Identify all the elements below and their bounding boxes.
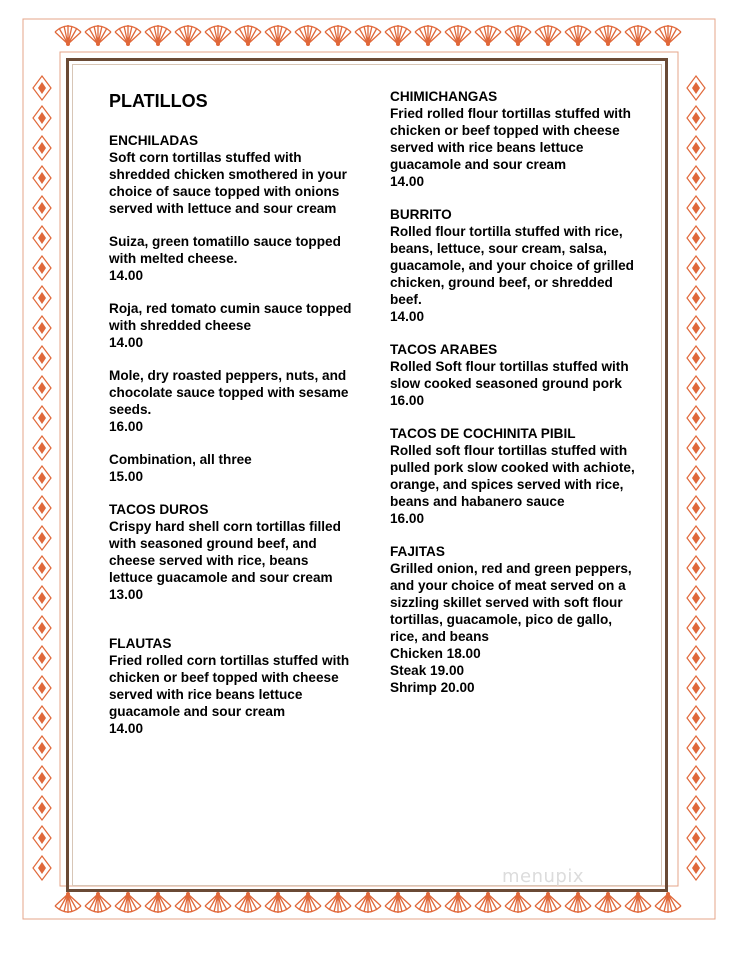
item-name: TACOS ARABES [390, 342, 498, 357]
menu-item-fajitas [390, 543, 640, 696]
item-description: Rolled soft flour tortillas stuffed with pulled pork slow cooked with achiote, orange, and spices served with rice, beans and habanero sauce [390, 443, 635, 509]
menu-item-cochinita-pibil [390, 425, 640, 527]
variant-text: Roja, red tomato cumin sauce topped with shredded cheese [109, 301, 352, 333]
item-price: 16.00 [390, 393, 425, 408]
menu-item-tacos-arabes [390, 341, 640, 409]
variant-text: Combination, all three [109, 452, 252, 467]
left-column [109, 90, 354, 753]
item-name: BURRITO [390, 207, 452, 222]
fajita-option-price: Chicken 18.00 [390, 646, 481, 661]
variant-text: Suiza, green tomatillo sauce topped with melted cheese. [109, 234, 341, 266]
enchilada-variant [109, 233, 354, 284]
item-name: FAJITAS [390, 544, 445, 559]
watermark: menupix [502, 866, 585, 887]
item-price: 14.00 [390, 174, 425, 189]
fajita-option-price: Shrimp 20.00 [390, 680, 475, 695]
item-description: Soft corn tortillas stuffed with shredded chicken smothered in your choice of sauce topped with onions served with lettuce and sour cream [109, 150, 347, 216]
item-name: CHIMICHANGAS [390, 89, 498, 104]
item-description: Fried rolled corn tortillas stuffed with chicken or beef topped with cheese served with rice beans lettuce guacamole and sour cream [109, 653, 350, 719]
variant-price: 14.00 [109, 268, 144, 283]
item-price: 16.00 [390, 511, 425, 526]
menu-item-burrito [390, 206, 640, 325]
item-name: TACOS DUROS [109, 502, 209, 517]
menu-item-chimichangas [390, 88, 640, 190]
menu-item-enchiladas [109, 132, 354, 217]
fajita-option-price: Steak 19.00 [390, 663, 465, 678]
right-column [390, 88, 640, 712]
variant-text: Mole, dry roasted peppers, nuts, and chocolate sauce topped with sesame seeds. [109, 368, 349, 417]
variant-price: 15.00 [109, 469, 144, 484]
enchilada-variant [109, 367, 354, 435]
item-description: Rolled Soft flour tortillas stuffed with slow cooked seasoned ground pork [390, 359, 629, 391]
item-name: TACOS DE COCHINITA PIBIL [390, 426, 576, 441]
variant-price: 14.00 [109, 335, 144, 350]
enchilada-variant [109, 451, 354, 485]
enchilada-variant [109, 300, 354, 351]
item-price: 14.00 [109, 721, 144, 736]
menu-item-flautas [109, 635, 354, 737]
item-price: 13.00 [109, 587, 144, 602]
item-description: Crispy hard shell corn tortillas filled with seasoned ground beef, and cheese served with rice, beans lettuce guacamole and sour cream [109, 519, 341, 585]
menu-item-tacos-duros [109, 501, 354, 603]
item-name: FLAUTAS [109, 636, 172, 651]
item-price: 14.00 [390, 309, 425, 324]
item-name: ENCHILADAS [109, 133, 199, 148]
variant-price: 16.00 [109, 419, 144, 434]
item-description: Rolled flour tortilla stuffed with rice, beans, lettuce, sour cream, salsa, guacamole, and your choice of grilled chicken, ground beef, or shredded beef. [390, 224, 634, 307]
item-description: Fried rolled flour tortillas stuffed with chicken or beef topped with cheese served with rice beans lettuce guacamole and sour cream [390, 106, 631, 172]
page-title: PLATILLOS [109, 91, 208, 111]
item-description: Grilled onion, red and green peppers, and your choice of meat served on a sizzling skillet served with soft flour tortillas, guacamole, pico de gallo, rice, and beans [390, 561, 632, 644]
